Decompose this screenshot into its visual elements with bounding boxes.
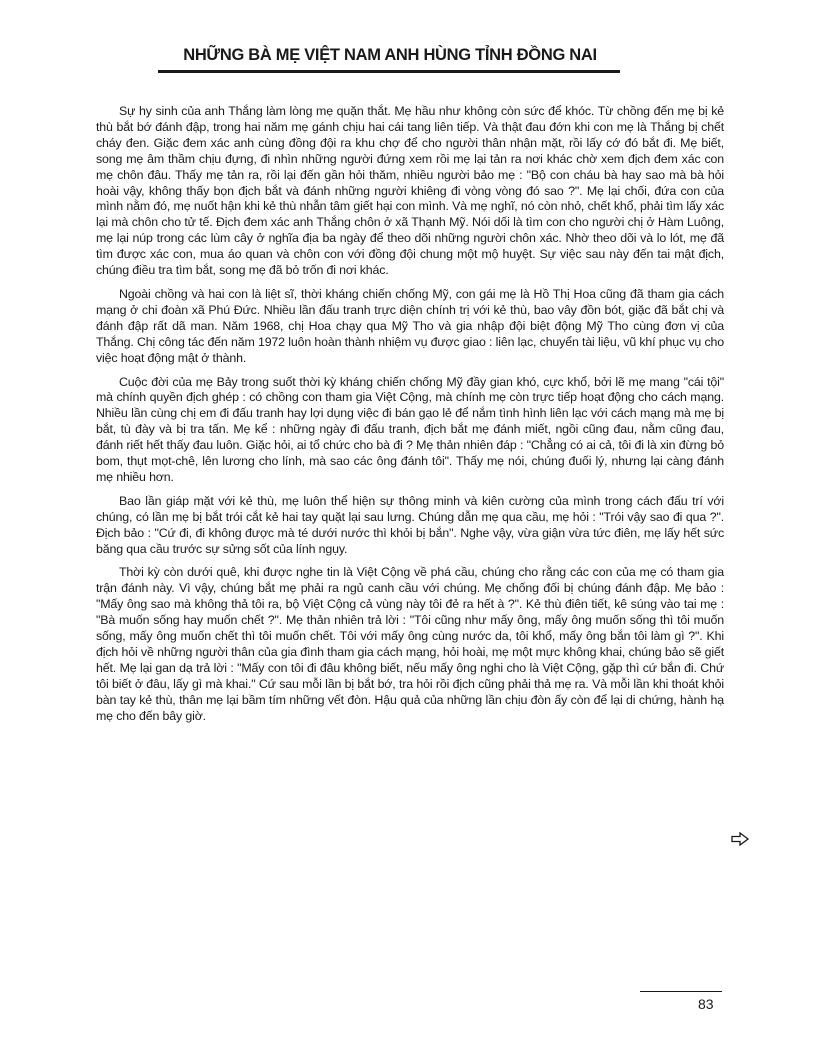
paragraph: Thời kỳ còn dưới quê, khi được nghe tin là Việt Cộng về phá cầu, chúng cho rằng các con của mẹ có tham gia trận đánh này. Vì vậy, chúng bắt mẹ phải ra ngủ canh cầu với chúng. Mẹ chống đối bị chúng đánh đập. Mẹ bảo : "Mấy ông sao mà không thả tôi ra, bộ Việt Cộng cả vùng này tôi đẻ ra hết à ?". Kẻ thù điên tiết, kê súng vào tai mẹ : "Bà muốn sống hay muốn chết ?". Mẹ thản nhiên trả lời : "Tôi cũng như mấy ông, mấy ông muốn sống thì tôi muốn sống, mấy ông muốn chết thì tôi muốn chết. Tôi với mấy ông cùng nước da, tôi khổ, mấy ông bắn tôi làm gì ?". Khi địch hỏi về những người thân của gia đình tham gia cách mạng, hỏi hoài, mẹ một mực không khai, chúng bảo sẽ giết hết. Mẹ lại gan dạ trả lời : "Mấy con tôi đi đâu không biết, nếu mấy ông nghi cho là Việt Cộng, gặp thì cứ bắn đi. Chứ tôi biết ở đâu, lấy gì mà khai." Cứ sau mỗi lần bị bắt bớ, tra hỏi rồi địch cũng phải thả mẹ ra. Và mỗi lần khi thoát khỏi bàn tay kẻ thù, thân mẹ lại bầm tím những vết đòn. Hậu quả của những lần chịu đòn ấy còn để lại di chứng, hành hạ mẹ cho đến bây giờ.: [96, 565, 724, 723]
footer-rule: [640, 991, 722, 992]
page-number: 83: [698, 996, 714, 1012]
running-header: NHỮNG BÀ MẸ VIỆT NAM ANH HÙNG TỈNH ĐỒNG NAI: [183, 46, 597, 64]
header-rule: [158, 70, 620, 73]
paragraph: Bao lần giáp mặt với kẻ thù, mẹ luôn thể hiện sự thông minh và kiên cường của mình trong cách đấu trí với chúng, có lần mẹ bị bắt trói cắt kẻ hai tay quặt lại sau lưng. Chúng dẫn mẹ qua cầu, mẹ hỏi : "Trói vậy sao đi qua ?". Địch bảo : "Cứ đi, đi không được mà té dưới nước thì khỏi bị bắn". Nghe vậy, vừa giận vừa tức điên, mẹ lấy hết sức băng qua cầu trước sự sửng sốt của lính ngụy.: [96, 493, 724, 556]
page-body: [96, 104, 724, 733]
paragraph: Cuộc đời của mẹ Bảy trong suốt thời kỳ kháng chiến chống Mỹ đầy gian khó, cực khổ, bởi lẽ mẹ mang "cái tội" mà chính quyền địch ghép : có chồng con tham gia Việt Cộng, mà chính mẹ còn trực tiếp hoạt động cho cách mạng. Nhiều lần cùng chị em đi đấu tranh hay lợi dụng việc đi bán gạo lẻ để nắm tình hình liên lạc với cách mạng mà mẹ bị bắt, tù đày và bị tra tấn. Mẹ kể : những ngày đi đấu tranh, địch bắt mẹ đánh miết, ngồi cũng đau, nằm cũng đau, đánh riết hết thấy đau luôn. Giặc hỏi, ai tổ chức cho bà đi ? Mẹ thản nhiên đáp : "Chẳng có ai cả, tôi đi là xin đừng bỏ bom, thụt mọt-chê, lên lương cho lính, mà sao các ông đánh tôi". Thấy mẹ nói, chúng đuối lý, nhưng lại càng đánh mẹ nhiều hơn.: [96, 374, 724, 484]
right-arrow-outline-icon: [731, 832, 749, 846]
paragraph: Ngoài chồng và hai con là liệt sĩ, thời kháng chiến chống Mỹ, con gái mẹ là Hồ Thị Hoa cũng đã tham gia cách mạng ở chi đoàn xã Phú Đức. Nhiều lần đấu tranh trực diện chính trị với kẻ thù, bao vây đồn bót, giặc đã bắt chị và đánh đập rất dã man. Năm 1968, chị Hoa chạy qua Mỹ Tho và gia nhập đội biệt động Mỹ Tho cùng đơn vị của Thắng. Chị công tác đến năm 1972 luôn hoàn thành nhiệm vụ được giao : liên lạc, chuyển tài liệu, vũ khí phục vụ cho việc hoạt động mật ở thành.: [96, 286, 724, 365]
paragraph: Sự hy sinh của anh Thắng làm lòng mẹ quặn thắt. Mẹ hầu như không còn sức để khóc. Từ chồng đến mẹ bị kẻ thù bắt bớ đánh đập, trong hai năm mẹ gánh chịu hai cái tang liên tiếp. Và thật đau đớn khi con mẹ là Thắng bị chết cháy đen. Giặc đem xác anh cùng đồng đội ra khu chợ để cho người thân nhận mặt, rồi lấy cớ đó bắt đi. Mẹ biết, song mẹ âm thầm chịu đựng, đi nhìn những người đứng xem rồi mẹ lại tản ra nơi khác chờ xem địch đem xác con mẹ chôn đâu. Thấy mẹ tản ra, rồi lại đến gần hỏi thăm, nhiều người bảo mẹ : "Bộ con cháu bà hay sao mà bà hỏi hoài vậy, không thấy bọn địch bắt và đánh những người khiêng đi vòng vòng đó sao ?". Mẹ lại chối, đứa con của mình nằm đó, mẹ nuốt hận khi kẻ thù nhẫn tâm giết hại con mình. Và mẹ nghĩ, nó còn nhỏ, chết khổ, phải tìm lấy xác lại mà chôn cho tử tế. Địch đem xác anh Thắng chôn ở xã Thạnh Mỹ. Nói dối là tìm con cho người chị ở Hàm Luông, mẹ lại núp trong các lùm cây ở nghĩa địa ba ngày để theo dõi những người chôn xác. Nhờ theo dõi và lo lót, mẹ đã tìm được xác con, mua áo quan và chôn con với đồng đội chung một mộ huyệt. Sự việc sau này đến tai mật địch, chúng điều tra tìm bắt, song mẹ đã bỏ trốn đi nơi khác.: [96, 104, 724, 278]
